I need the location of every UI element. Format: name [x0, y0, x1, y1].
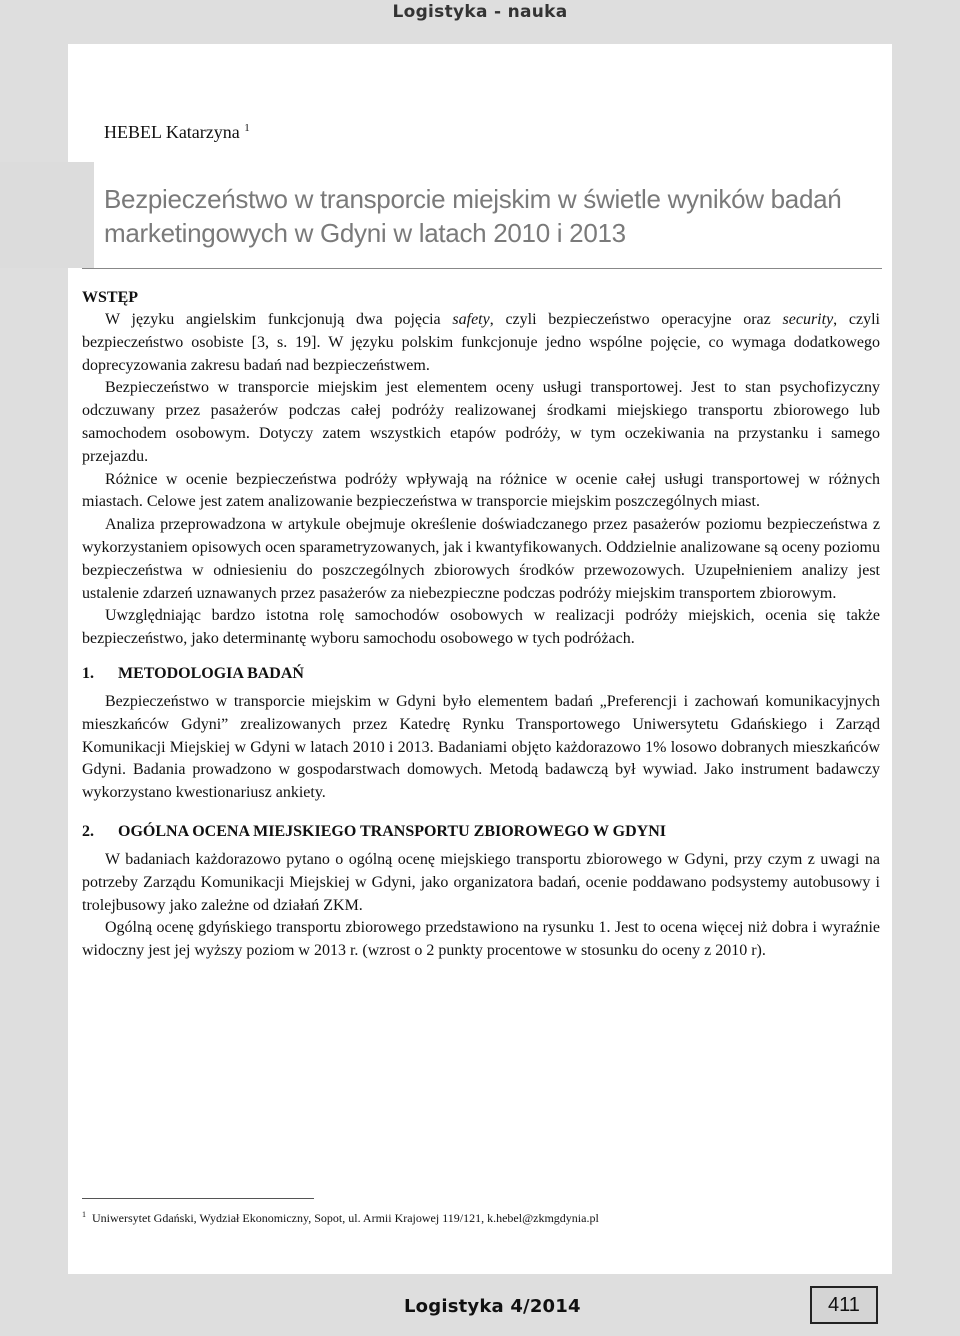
author-text: HEBEL Katarzyna: [104, 122, 240, 142]
intro-paragraph-2: Bezpieczeństwo w transporcie miejskim jest elementem oceny usługi transportowej. Jest to stan psychofizyczny odczuwany przez pasażerów podczas całej podróży realizowanej środkami miejskiego transportu zbiorowego lub samochodem osobowym. Dotyczy zatem wszystkich etapów podróży, w tym oczekiwania na przystanku i samego przejazdu.: [82, 379, 880, 465]
intro-heading: WSTĘP: [82, 289, 139, 306]
section-1-heading: [82, 663, 880, 685]
intro-paragraph-3: Różnice w ocenie bezpieczeństwa podróży wpływają na różnice w ocenie całej usługi transportowej w różnych miastach. Celowe jest zatem analizowanie bezpieczeństwa w transporcie miejskim poszczególnych miast.: [82, 470, 880, 511]
term-security: security: [782, 311, 834, 328]
footnote: [82, 1207, 882, 1226]
section-2-paragraph-2: Ogólną ocenę gdyńskiego transportu zbiorowego przedstawiono na rysunku 1. Jest to ocena więcej niż dobra i wyraźnie widoczny jest jej wyższy poziom w 2013 r. (wzrost o 2 punkty procentowe w stosunku do oceny z 2010 r).: [82, 919, 880, 960]
footnote-mark: 1: [82, 1210, 86, 1219]
title-block: [0, 162, 895, 268]
section-2-number: 2.: [82, 822, 94, 840]
section-2-paragraph-1: W badaniach każdorazowo pytano o ogólną ocenę miejskiego transportu zbiorowego w Gdyni, przy czym z uwagi na potrzeby Zarządu Komunikacji Miejskiej w Gdyni, jako organizatora badań, ocenie poddawano podsystemy autobusowy i trolejbusowy jako zależne od działań ZKM.: [82, 850, 880, 914]
section-2-title: OGÓLNA OCENA MIEJSKIEGO TRANSPORTU ZBIOROWEGO W GDYNI: [118, 822, 666, 840]
intro-p1-text-a: W języku angielskim funkcjonują dwa pojęcia: [105, 311, 453, 328]
section-1-number: 1.: [82, 664, 94, 682]
running-header: Logistyka - nauka: [392, 2, 568, 22]
term-safety: safety: [452, 311, 490, 328]
intro-paragraph-4: Analiza przeprowadzona w artykule obejmuje określenie doświadczanego przez pasażerów poziomu bezpieczeństwa z wykorzystaniem opisowych ocen sparametryzowanych, jak i kwantyfikowanych. Oddzielnie analizowane są oceny poziomu bezpieczeństwa w odniesieniu do poszczególnych zbiorowych środków przewozowych. Uzupełnieniem analizy jest ustalenie zdarzeń uznawanych przez pasażerów za niebezpieczne podczas podróży miejskim transportem zbiorowym.: [82, 516, 880, 602]
section-2-heading: [82, 821, 880, 843]
title-decoration: [0, 162, 94, 268]
author-footnote-mark: 1: [244, 122, 250, 134]
section-1-title: METODOLOGIA BADAŃ: [118, 664, 304, 682]
title-divider: [82, 268, 882, 269]
intro-p1-text-c: , czyli bezpieczeństwo osobiste [3, s. 19]. W języku polskim funkcjonuje jedno wspólne pojęcie, co wymaga dodatkowego doprecyzowania zakresu badań nad bezpieczeństwem.: [82, 311, 881, 374]
intro-paragraph-5: Uwzględniając bardzo istotna rolę samochodów osobowych w realizacji podróży miejskich, ocenia się także bezpieczeństwo, jako determinantę wyboru samochodu osobowego w tych podróżach.: [82, 607, 880, 648]
intro-p1-text-b: , czyli bezpieczeństwo operacyjne oraz: [489, 311, 783, 328]
footnote-divider: [82, 1198, 314, 1199]
footnote-text: Uniwersytet Gdański, Wydział Ekonomiczny, Sopot, ul. Armii Krajowej 119/121, k.hebel@zkmgdynia.pl: [92, 1211, 599, 1225]
article-title: Bezpieczeństwo w transporcie miejskim w świetle wyników badań marketingowych w Gdyni w latach 2010 i 2013: [104, 184, 842, 248]
page-number: 411: [810, 1286, 878, 1324]
section-1-paragraph-1: Bezpieczeństwo w transporcie miejskim w Gdyni było elementem badań „Preferencji i zachowań komunikacyjnych mieszkańców Gdyni” zrealizowanych przez Katedrę Rynku Transportowego Uniwersytetu Gdańskiego i Zarząd Komunikacji Miejskiej w Gdyni w latach 2010 i 2013. Badaniami objęto każdorazowo 1% losowo dobranych mieszkańców Gdyni. Badania prowadzono w gospodarstwach domowych. Metodą badawczą był wywiad. Jako instrument badawczy wykorzystano kwestionariusz ankiety.: [82, 692, 880, 802]
intro-paragraph-1: [82, 309, 880, 377]
journal-footer: Logistyka 4/2014: [404, 1296, 581, 1317]
article-body: [82, 287, 880, 963]
author-name: [104, 116, 250, 144]
